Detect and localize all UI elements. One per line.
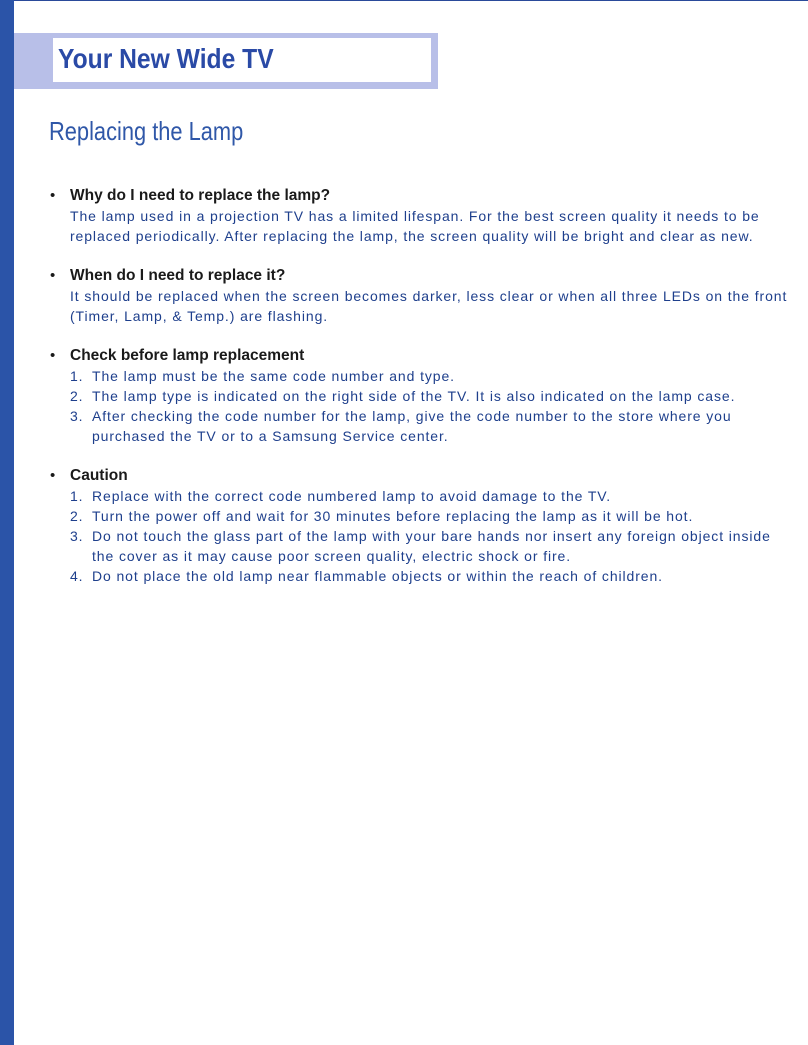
list-item-number: 4. xyxy=(70,568,84,584)
paragraph-line: The lamp used in a projection TV has a limited lifespan. For the best screen quality it needs to be xyxy=(70,208,760,224)
list-item xyxy=(70,386,770,406)
list-item-number: 2. xyxy=(70,388,84,404)
bullet-icon: • xyxy=(50,467,56,484)
faq-block-caution xyxy=(50,466,770,586)
list-item-number: 1. xyxy=(70,488,84,504)
faq-block-when-replace xyxy=(50,266,788,326)
block-heading: When do I need to replace it? xyxy=(70,267,286,284)
bullet-icon: • xyxy=(50,187,56,204)
list-item-number: 1. xyxy=(70,368,84,384)
list-item-line: the cover as it may cause poor screen quality, electric shock or fire. xyxy=(92,548,572,564)
list-item xyxy=(70,526,770,566)
list-item-line: Replace with the correct code numbered lamp to avoid damage to the TV. xyxy=(92,488,612,504)
list-item xyxy=(70,406,770,446)
list-item-line: Do not place the old lamp near flammable objects or within the reach of children. xyxy=(92,568,663,584)
list-item-line: Do not touch the glass part of the lamp with your bare hands nor insert any foreign object inside xyxy=(92,528,771,544)
list-item-line: The lamp type is indicated on the right side of the TV. It is also indicated on the lamp case. xyxy=(92,388,736,404)
bullet-icon: • xyxy=(50,347,56,364)
list-item-line: The lamp must be the same code number and type. xyxy=(92,368,455,384)
faq-block-check-before xyxy=(50,346,770,446)
list-item xyxy=(70,366,770,386)
block-heading: Check before lamp replacement xyxy=(70,347,305,364)
left-accent-bar xyxy=(0,0,14,1045)
list-item-line: purchased the TV or to a Samsung Service center. xyxy=(92,428,449,444)
list-item xyxy=(70,566,770,586)
list-item xyxy=(70,486,770,506)
list-item-number: 2. xyxy=(70,508,84,524)
block-heading: Why do I need to replace the lamp? xyxy=(70,187,331,204)
block-heading: Caution xyxy=(70,467,128,484)
list-item-line: Turn the power off and wait for 30 minutes before replacing the lamp as it will be hot. xyxy=(92,508,694,524)
paragraph-line: (Timer, Lamp, & Temp.) are flashing. xyxy=(70,308,329,324)
bullet-icon: • xyxy=(50,267,56,284)
section-title: Replacing the Lamp xyxy=(49,116,244,146)
top-rule xyxy=(14,0,808,1)
list-item-line: After checking the code number for the lamp, give the code number to the store where you xyxy=(92,408,732,424)
list-item-number: 3. xyxy=(70,408,84,424)
paragraph-line: It should be replaced when the screen becomes darker, less clear or when all three LEDs on the front xyxy=(70,288,788,304)
page-header-title: Your New Wide TV xyxy=(58,43,274,74)
faq-block-why-replace xyxy=(50,186,770,246)
list-item xyxy=(70,506,770,526)
content xyxy=(50,186,788,606)
list-item-number: 3. xyxy=(70,528,84,544)
paragraph-line: replaced periodically. After replacing the lamp, the screen quality will be bright and clear as new. xyxy=(70,228,754,244)
